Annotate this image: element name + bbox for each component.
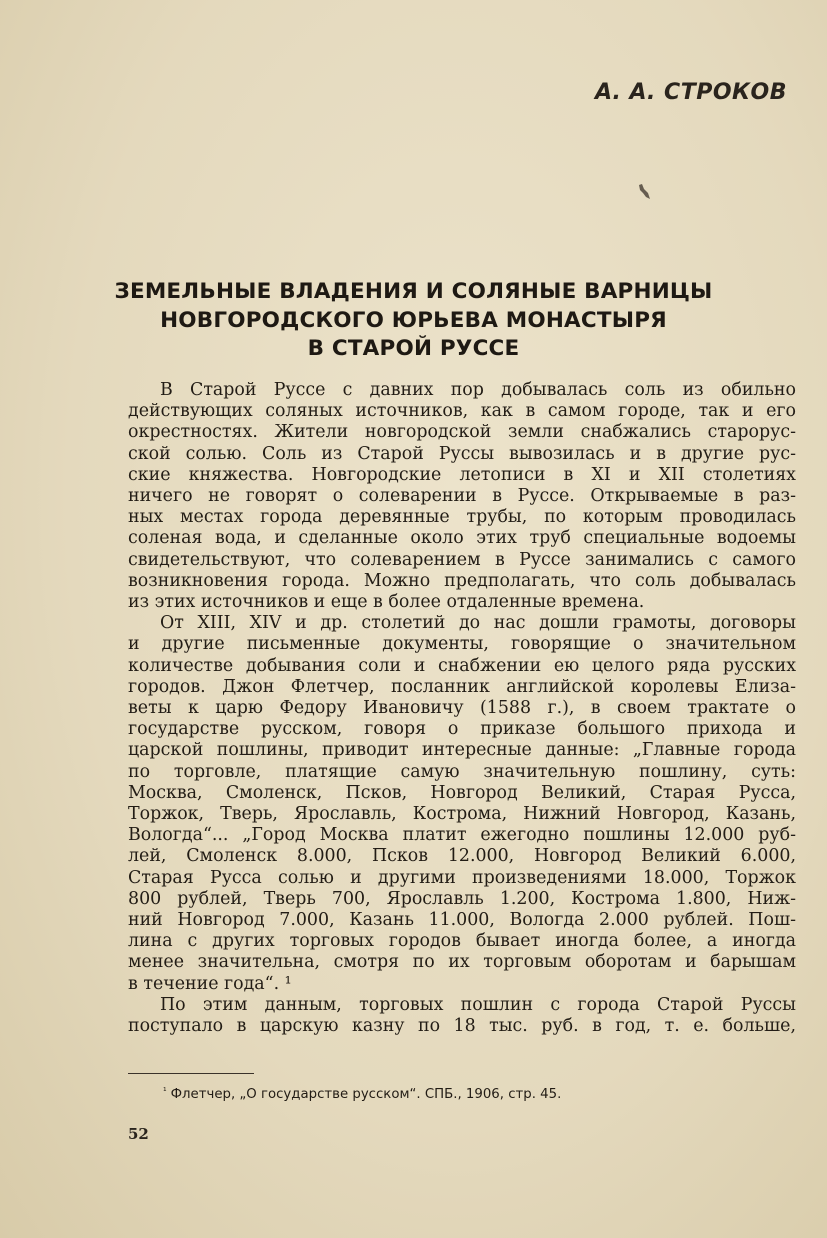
body-line: менее значительна, смотря по их торговым оборотам и барышам (128, 952, 796, 973)
body-line: ничего не говорят о солеварении в Руссе. Открываемые в раз- (128, 486, 796, 507)
page-number: 52 (128, 1125, 149, 1143)
body-line: 800 рублей, Тверь 700, Ярославль 1.200, Кострома 1.800, Ниж- (128, 888, 796, 909)
body-line: ний Новгород 7.000, Казань 11.000, Вологда 2.000 рублей. Пош- (128, 910, 796, 931)
body-line: количестве добывания соли и снабжении ею целого ряда русских (128, 655, 796, 676)
body-line: Торжок, Тверь, Ярославль, Кострома, Нижний Новгород, Казань, (128, 804, 796, 825)
title-line: НОВГОРОДСКОГО ЮРЬЕВА МОНАСТЫРЯ (160, 307, 667, 333)
body-line: царской пошлины, приводит интересные данные: „Главные города (128, 740, 796, 761)
body-line: возникновения города. Можно предполагать, что соль добывалась (128, 570, 796, 591)
body-line: По этим данным, торговых пошлин с города Старой Руссы (160, 994, 796, 1015)
body-line: лей, Смоленск 8.000, Псков 12.000, Новгород Великий 6.000, (128, 846, 796, 867)
body-line: и другие письменные документы, говорящие о значительном (128, 634, 796, 655)
ink-speck-mark (636, 183, 652, 203)
body-line: по торговле, платящие самую значительную пошлину, суть: (128, 761, 796, 782)
body-line: веты к царю Федору Ивановичу (1588 г.), в своем трактате о (128, 698, 796, 719)
author-name: А. А. СТРОКОВ (594, 80, 787, 105)
body-line: Москва, Смоленск, Псков, Новгород Великий, Старая Русса, (128, 782, 796, 803)
footnote-mark: ¹ (163, 1087, 167, 1097)
body-line: из этих источников и еще в более отдаленные времена. (128, 592, 645, 613)
body-line: ские княжества. Новгородские летописи в XI и XII столетиях (128, 464, 796, 485)
body-line: В Старой Руссе с давних пор добывалась соль из обильно (160, 380, 796, 400)
body-line: в течение года“. ¹ (128, 973, 292, 994)
body-line: ных местах города деревянные трубы, по которым проводилась (128, 507, 796, 528)
body-line: городов. Джон Флетчер, посланник английской королевы Елиза- (128, 676, 796, 697)
body-line: поступало в царскую казну по 18 тыс. руб. в год, т. е. больше, (128, 1016, 796, 1037)
body-line: действующих соляных источников, как в самом городе, так и его (128, 401, 796, 422)
body-line: Вологда“... „Город Москва платит ежегодно пошлины 12.000 руб- (128, 825, 796, 846)
body-line: Старая Русса солью и другими произведениями 18.000, Торжок (128, 867, 796, 888)
title-line: В СТАРОЙ РУССЕ (307, 336, 520, 361)
body-line: От XIII, XIV и др. столетий до нас дошли грамоты, договоры (160, 613, 796, 634)
body-line: свидетельствуют, что солеварением в Руссе занимались с самого (128, 549, 796, 570)
body-line: ской солью. Соль из Старой Руссы вывозилась и в другие рус- (128, 443, 796, 464)
body-line: лина с других торговых городов бывает иногда более, а иногда (128, 931, 796, 952)
article-title (0, 278, 827, 364)
article-body (128, 380, 796, 1037)
title-line: ЗЕМЕЛЬНЫЕ ВЛАДЕНИЯ И СОЛЯНЫЕ ВАРНИЦЫ (114, 279, 713, 304)
footnote-text: Флетчер, „О государстве русском“. СПБ., 1906, стр. 45. (170, 1087, 562, 1102)
footnote-divider (128, 1073, 254, 1074)
body-line: окрестностях. Жители новгородской земли снабжались старорус- (128, 422, 796, 443)
footnote (163, 1087, 561, 1102)
body-line: государстве русском, говоря о приказе большого прихода и (128, 719, 796, 740)
body-line: соленая вода, и сделанные около этих труб специальные водоемы (128, 528, 796, 549)
